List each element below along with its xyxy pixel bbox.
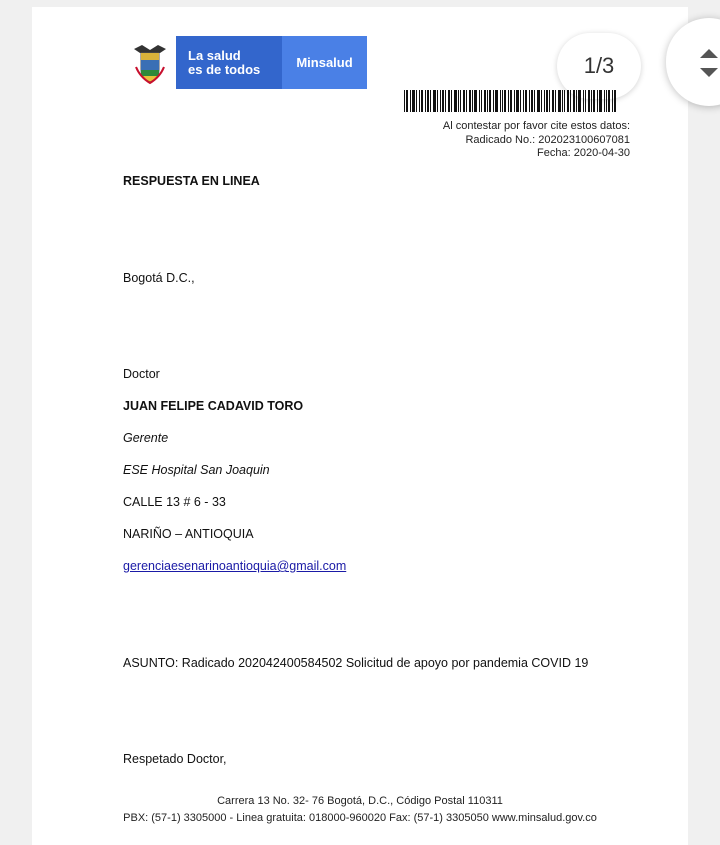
barcode-bar — [481, 90, 482, 112]
barcode-bar — [555, 90, 556, 112]
barcode-bar — [537, 90, 540, 112]
barcode-bar — [479, 90, 480, 112]
barcode-bar — [544, 90, 545, 112]
barcode-bar — [585, 90, 586, 112]
barcode-bar — [489, 90, 491, 112]
barcode-bar — [612, 90, 613, 112]
barcode-bar — [510, 90, 512, 112]
letter-greeting: Respetado Doctor, — [123, 752, 227, 766]
barcode-bar — [416, 90, 417, 112]
barcode-bar — [541, 90, 542, 112]
barcode-bar — [564, 90, 565, 112]
barcode-bar — [529, 90, 530, 112]
footer-address: Carrera 13 No. 32- 76 Bogotá, D.C., Código Postal 110311 — [217, 795, 503, 807]
barcode-bar — [583, 90, 584, 112]
barcode-bar — [445, 90, 446, 112]
barcode-bar — [531, 90, 533, 112]
logo-brand: Minsalud — [282, 36, 367, 89]
barcode-bar — [520, 90, 521, 112]
barcode-bar — [604, 90, 605, 112]
barcode-bar — [502, 90, 503, 112]
letter-city: Bogotá D.C., — [123, 271, 195, 285]
barcode-bar — [442, 90, 444, 112]
barcode — [404, 90, 618, 112]
barcode-bar — [614, 90, 616, 112]
barcode-bar — [421, 90, 423, 112]
barcode-bar — [504, 90, 506, 112]
barcode-bar — [410, 90, 411, 112]
barcode-bar — [487, 90, 488, 112]
recipient-name: JUAN FELIPE CADAVID TORO — [123, 399, 304, 413]
radicado-date: Fecha: 2020-04-30 — [537, 147, 630, 159]
barcode-bar — [425, 90, 426, 112]
barcode-bar — [412, 90, 415, 112]
coat-of-arms-icon — [123, 36, 176, 89]
barcode-bar — [576, 90, 577, 112]
barcode-bar — [463, 90, 465, 112]
barcode-bar — [570, 90, 571, 112]
barcode-bar — [599, 90, 602, 112]
barcode-bar — [460, 90, 461, 112]
barcode-bar — [546, 90, 548, 112]
barcode-bar — [440, 90, 441, 112]
barcode-bar — [458, 90, 459, 112]
logo-slogan — [176, 36, 282, 89]
radicado-number: Radicado No.: 202023100607081 — [465, 133, 630, 146]
barcode-bar — [573, 90, 575, 112]
barcode-bar — [588, 90, 590, 112]
barcode-bar — [567, 90, 569, 112]
barcode-bar — [448, 90, 450, 112]
barcode-bar — [404, 90, 405, 112]
barcode-bar — [549, 90, 550, 112]
minsalud-logo — [123, 36, 367, 89]
barcode-bar — [500, 90, 501, 112]
barcode-bar — [552, 90, 554, 112]
letter-subject: ASUNTO: Radicado 202042400584502 Solicitud de apoyo por pandemia COVID 19 — [123, 656, 589, 670]
barcode-bar — [558, 90, 561, 112]
barcode-bar — [591, 90, 592, 112]
barcode-bar — [578, 90, 581, 112]
barcode-bar — [419, 90, 420, 112]
barcode-bar — [525, 90, 527, 112]
scroll-up-icon — [700, 49, 718, 58]
recipient-location: NARIÑO – ANTIOQUIA — [123, 527, 254, 541]
slogan-line-1: La salud — [188, 47, 241, 63]
barcode-bar — [606, 90, 607, 112]
recipient-organization: ESE Hospital San Joaquin — [123, 463, 270, 477]
page-indicator: 1/3 — [557, 33, 641, 99]
barcode-bar — [523, 90, 524, 112]
barcode-bar — [469, 90, 471, 112]
barcode-bar — [608, 90, 610, 112]
barcode-bar — [472, 90, 473, 112]
barcode-bar — [451, 90, 452, 112]
radicado-instruction: Al contestar por favor cite estos datos: — [442, 120, 630, 132]
barcode-bar — [593, 90, 595, 112]
barcode-bar — [466, 90, 467, 112]
barcode-bar — [516, 90, 519, 112]
salutation-title: Doctor — [123, 367, 160, 381]
slogan-line-2: es de todos — [188, 61, 261, 77]
recipient-address: CALLE 13 # 6 - 33 — [123, 495, 226, 509]
barcode-bar — [454, 90, 457, 112]
letter-heading: RESPUESTA EN LINEA — [123, 174, 260, 188]
barcode-bar — [430, 90, 431, 112]
barcode-bar — [437, 90, 438, 112]
scroll-down-icon — [700, 68, 718, 77]
recipient-role: Gerente — [123, 431, 169, 445]
barcode-bar — [495, 90, 498, 112]
barcode-bar — [514, 90, 515, 112]
recipient-email-link[interactable]: gerenciaesenarinoantioquia@gmail.com — [123, 559, 347, 573]
scroll-button[interactable] — [666, 18, 720, 106]
barcode-bar — [474, 90, 477, 112]
barcode-bar — [484, 90, 486, 112]
barcode-bar — [508, 90, 509, 112]
radicado-block — [443, 120, 630, 161]
barcode-bar — [534, 90, 535, 112]
footer-contact: PBX: (57-1) 3305000 - Linea gratuita: 018000-960020 Fax: (57-1) 3305050 www.minsalud.gov.co — [123, 812, 597, 824]
barcode-bar — [562, 90, 563, 112]
barcode-bar — [493, 90, 494, 112]
barcode-bar — [427, 90, 429, 112]
barcode-bar — [406, 90, 408, 112]
barcode-bar — [433, 90, 436, 112]
barcode-bar — [597, 90, 598, 112]
